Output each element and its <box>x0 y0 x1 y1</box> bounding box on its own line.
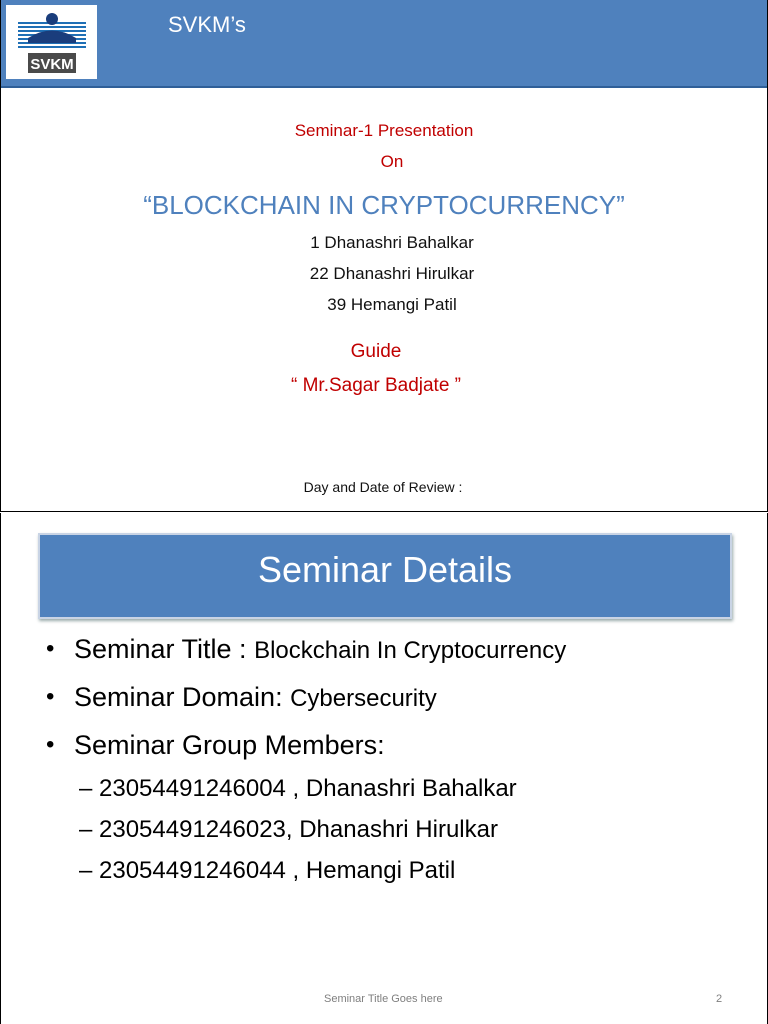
bullet-label: Seminar Domain: <box>74 682 291 712</box>
slide-title: Seminar Details <box>257 549 513 590</box>
bullet-label: Seminar Title : <box>74 634 255 664</box>
bullet-list <box>46 631 746 775</box>
brand-title: SVKM’s <box>168 12 246 37</box>
bullet-group-members <box>46 727 746 775</box>
logo-icon <box>6 5 97 79</box>
member-3: 39 Hemangi Patil <box>327 295 457 314</box>
bullet-icon: • <box>46 731 55 758</box>
bullet-value: Cybersecurity <box>290 685 437 712</box>
member-item: – 23054491246004 , Dhanashri Bahalkar <box>79 775 517 802</box>
topic-title: “BLOCKCHAIN IN CRYPTOCURRENCY” <box>143 190 625 220</box>
bullet-icon: • <box>46 635 55 662</box>
page-number: 2 <box>716 993 723 1005</box>
title-box <box>38 533 732 619</box>
review-date-label: Day and Date of Review : <box>303 479 463 495</box>
on-line: On <box>380 152 404 171</box>
presentation-line: Seminar-1 Presentation <box>294 121 474 140</box>
svg-text:SVKM: SVKM <box>30 56 74 73</box>
member-2: 22 Dhanashri Hirulkar <box>309 264 475 283</box>
guide-name: “ Mr.Sagar Badjate ” <box>290 375 462 396</box>
svkm-logo <box>6 5 97 79</box>
bullet-label: Seminar Group Members: <box>74 730 385 760</box>
footer-text: Seminar Title Goes here <box>324 993 443 1005</box>
member-1: 1 Dhanashri Bahalkar <box>310 233 474 252</box>
bullet-icon: • <box>46 683 55 710</box>
bullet-seminar-title <box>46 631 746 679</box>
member-item: – 23054491246044 , Hemangi Patil <box>79 857 456 884</box>
member-item: – 23054491246023, Dhanashri Hirulkar <box>79 816 498 843</box>
bullet-seminar-domain <box>46 679 746 727</box>
bullet-value: Blockchain In Cryptocurrency <box>254 637 567 664</box>
member-list <box>79 771 517 894</box>
details-slide <box>0 513 768 1024</box>
guide-label: Guide <box>350 341 402 362</box>
header-bar <box>1 0 767 88</box>
